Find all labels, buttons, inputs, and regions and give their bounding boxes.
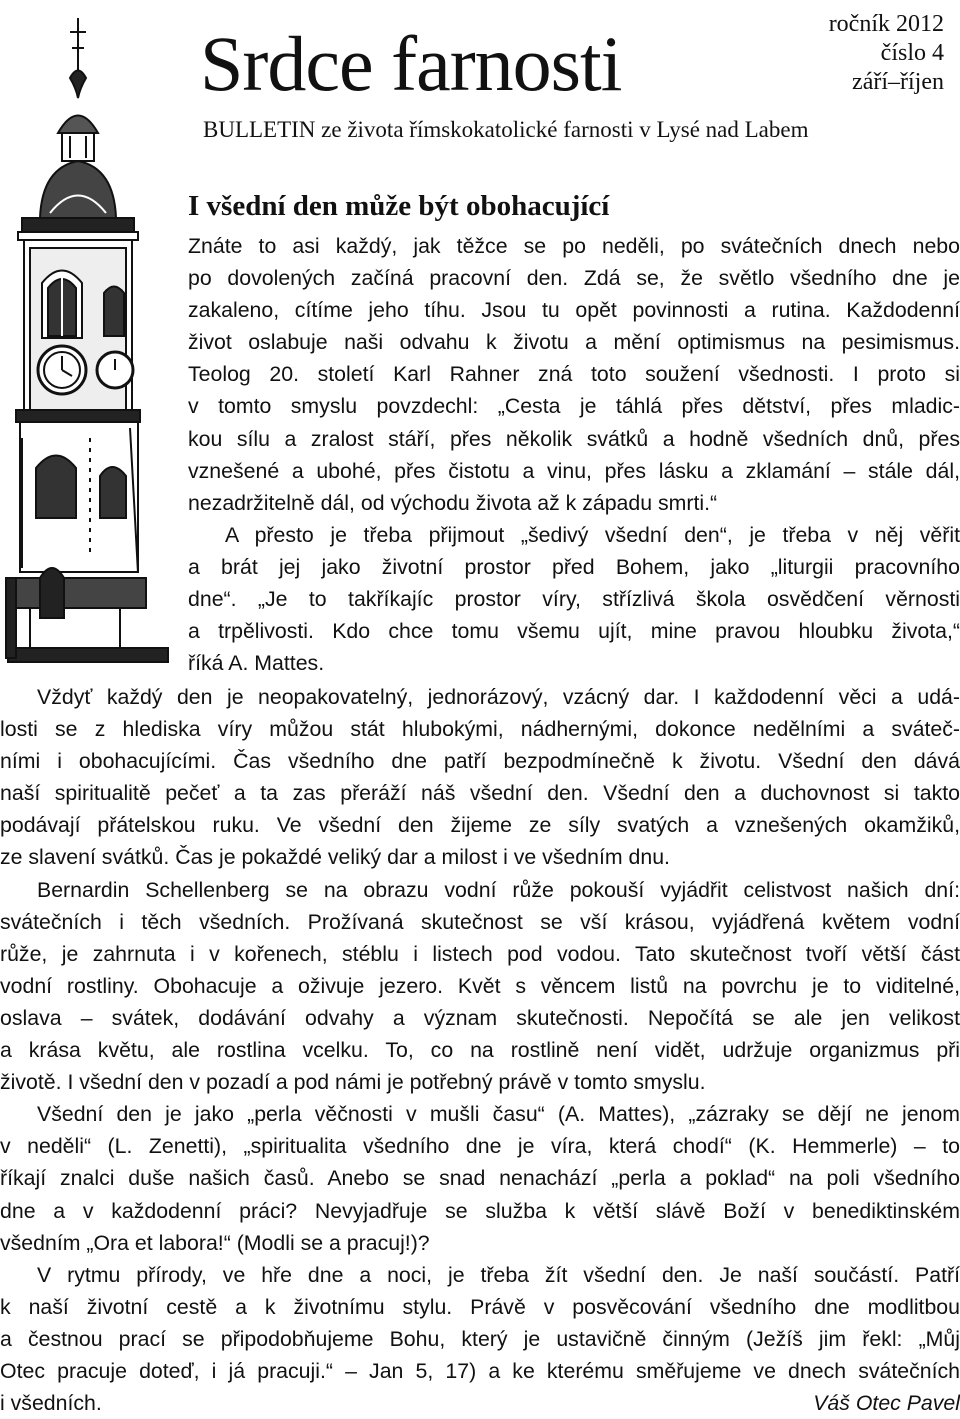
text-line: Všední den je jako „perla věčnosti v mušli času“ (A. Mattes), „zázraky se dějí ne jenom [37,1102,960,1127]
text-line: Teolog 20. století Karl Rahner zná toto soužení všednosti. I proto si [188,362,960,387]
issue-year: ročník 2012 [828,11,944,37]
text-line: všedním „Ora et labora!“ (Modli se a pracuj!)? [0,1230,430,1255]
text-line: kou sílu a zralost stáří, přes několik svátků a hodně všedních dnů, přes [188,426,960,451]
text-line: říká A. Mattes. [188,651,325,676]
text-line: vodní rostliny. Obohacuje a oživuje jezero. Květ s věncem listů na povrchu je to viditelné, [0,973,960,998]
text-line: vznešené a ubohé, přes čistotu a vinu, přes lásku a zklamání – stále dál, [188,458,960,483]
text-line: po dovolených začíná pracovní den. Zdá se, že světlo všedního dne je [188,266,960,291]
article-title: I všední den může být obohacující [188,190,610,222]
text-line: v tomto smyslu povzdechl: „Cesta je táhlá přes dětství, přes mladic- [188,394,960,419]
text-line: A přesto je třeba přijmout „šedivý všední den“, je třeba v něj věřit [225,522,960,547]
text-line: i všedních. [0,1391,102,1416]
text-line: podávají přátelskou ruku. Ve všední den žijeme ze síly svatých a vznešených okamžiků, [0,813,960,838]
text-line: ními i obohacujícími. Čas všedního dne patří bezpodmínečně k životu. Všední den dává [0,749,960,774]
text-line: svátečních i těch všedních. Prožívaná skutečnost se vší krásou, vyjádřená květem vodní [0,909,960,934]
text-line: a krása květu, ale rostlina vcelku. To, co na rostlině není vidět, udržuje organizmus při [0,1038,960,1063]
text-line: životě. I všední den v pozadí a pod námi je potřebný právě v tomto smyslu. [0,1070,706,1095]
issue-info [829,10,944,97]
article-body-text [0,681,960,1419]
text-line: Vždyť každý den je neopakovatelný, jednorázový, vzácný dar. I každodenní věci a udá- [37,685,960,709]
text-line: k naší životní cestě a k životnímu stylu. Právě v posvěcování všedního dne modlitbou [0,1294,960,1319]
bulletin-title: Srdce farnosti [200,20,622,107]
text-line: V rytmu přírody, ve hře dne a noci, je třeba žít všední den. Je naší součástí. Patří [37,1262,960,1287]
text-line: a čestnou prací se připodobňujeme Bohu, který je ustavičně činným (Ježíš jim řekl: „Můj [0,1326,960,1351]
text-line: zakaleno, cítíme jeho tíhu. Jsou tu opět povinnosti a rutina. Každodenní [188,298,960,323]
text-line: dne“. „Je to takříkajíc prostor víry, střízlivá škola osvědčení věrnosti [188,587,960,612]
text-line: nezadržitelně dál, od východu života až k západu smrti.“ [188,490,718,515]
text-line: v neděli“ (L. Zenetti), „spiritualita všedního dne je víra, která chodí“ (K. Hemmerle) – to [0,1134,960,1159]
signature: Váš Otec Pavel [813,1391,960,1416]
text-line: Bernardin Schellenberg se na obrazu vodní růže pokouší vyjádřit celistvost našich dní: [37,877,960,902]
text-line: říkají znalci duše našich časů. Anebo se snad nenachází „perla a poklad“ na poli všedního [0,1166,960,1191]
issue-months: září–říjen [852,69,944,95]
text-line-with-signature [0,1387,960,1419]
text-line: Otec pracuje doteď, i já pracuji.“ – Jan 5, 17) a ke kterému směřujeme ve dnech svátečních [0,1358,960,1383]
text-line: dne a v každodenní práci? Nevyjadřuje se služba k větší slávě Boží v benediktinském [0,1198,960,1223]
text-line: losti se z hlediska víry můžou stát hlubokými, nádhernými, dokonce nedělními a sváteč- [0,717,960,742]
text-line: Znáte to asi každý, jak těžce se po neděli, po svátečních dnech nebo [188,234,960,258]
text-line: růže, je zahrnuta i v kořenech, stéblu i listech pod vodou. Tato skutečnost tvoří větší část [0,941,960,966]
issue-number: číslo 4 [880,40,944,66]
text-line: a trpělivosti. Kdo chce tomu všemu ujít, mine pravou hloubku života,“ [188,619,960,644]
text-line: naší spiritualitě pečeť a ta zas přeráží náš všední den. Všední den a duchovnost si takto [0,781,960,806]
bulletin-subtitle: BULLETIN ze života římskokatolické farnosti v Lysé nad Labem [203,117,809,142]
church-tower-illustration [0,18,175,678]
text-line: život oslabuje naši odvahu k životu a mění optimismus na pesimismus. [188,330,960,355]
text-line: a brát jej jako životní prostor před Bohem, jako „liturgii pracovního [188,554,960,579]
text-line: ze slavení svátků. Čas je pokaždé veliký dar a milost i ve všedním dnu. [0,845,670,870]
text-line: oslava – svátek, dodávání odvahy a význam skutečnosti. Nepočítá se ale jen velikost [0,1005,960,1030]
article-column-text [188,230,960,679]
